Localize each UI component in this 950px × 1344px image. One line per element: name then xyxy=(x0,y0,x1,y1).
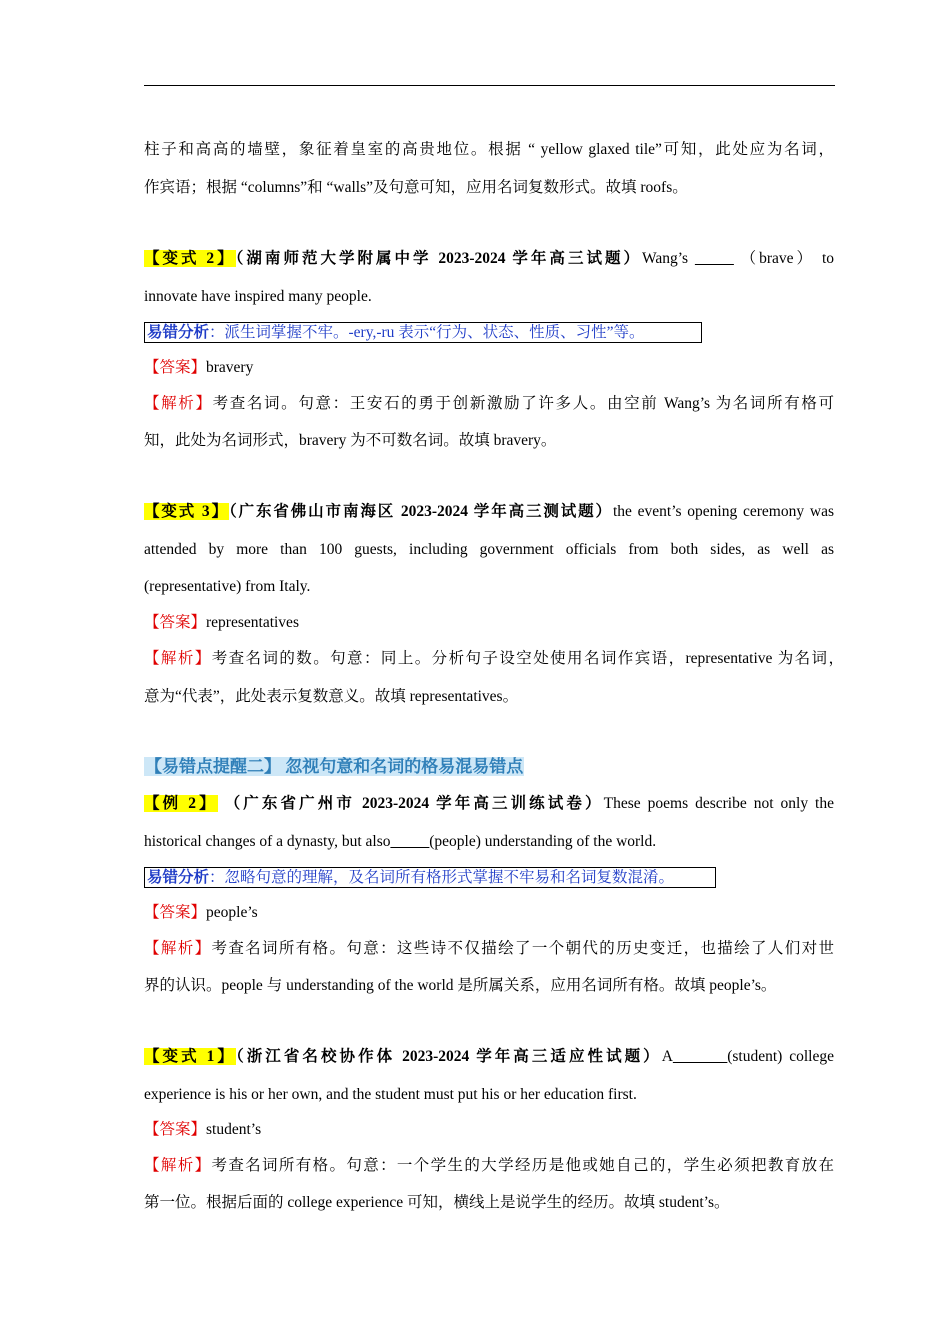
question-text: A xyxy=(661,1048,673,1065)
error-analysis-text: ：派生词掌握不牢。-ery,-ru 表示“行为、状态、性质、习性”等。 xyxy=(209,324,645,341)
question-text: These poems describe not only the xyxy=(603,795,834,812)
question-line xyxy=(144,794,834,814)
answer-label: 【答案】 xyxy=(144,614,207,631)
explanation-line: 知，此处为名词形式，bravery 为不可数名词。故填 bravery。 xyxy=(144,432,557,449)
explanation-text: 考查名词所有格。句意：这些诗不仅描绘了一个朝代的历史变迁，也描绘了人们对世 xyxy=(211,940,834,957)
explanation-label: 【解析】 xyxy=(144,940,212,957)
explanation-line: 第一位。根据后面的 college experience 可知，横线上是说学生的经历。故填 student’s。 xyxy=(144,1194,730,1211)
section-heading xyxy=(144,757,524,778)
explanation-line xyxy=(144,394,834,414)
question-line xyxy=(144,502,834,522)
explanation-label: 【解析】 xyxy=(144,395,213,412)
answer-blank: _______ xyxy=(672,1048,728,1065)
section-title: 【易错点提醒二】 忽视句意和名词的格易混易错点 xyxy=(145,757,524,776)
answer-value: student’s xyxy=(206,1121,262,1138)
question-source: （浙江省名校协作体 2023-2024 学年高三适应性试题） xyxy=(235,1048,662,1065)
question-tag: 【例 2】 xyxy=(144,795,218,812)
explanation-line xyxy=(144,939,834,959)
error-analysis-label: 易错分析 xyxy=(147,869,210,886)
error-analysis-box xyxy=(144,867,716,888)
error-analysis-box xyxy=(144,322,702,343)
answer-blank: _____ xyxy=(390,833,430,850)
question-tag: 【变式 1】 xyxy=(144,1048,236,1065)
explanation-line: 界的认识。people 与 understanding of the world 是所属关系，应用名词所有格。故填 people’s。 xyxy=(144,977,777,994)
error-analysis-text: ：忽略句意的理解，及名词所有格形式掌握不牢易和名词复数混淆。 xyxy=(209,869,675,886)
answer-label: 【答案】 xyxy=(144,1121,207,1138)
answer-line xyxy=(144,358,253,378)
answer-line xyxy=(144,1120,261,1140)
question-tag: 【变式 2】 xyxy=(144,250,236,267)
explanation-text: 考查名词所有格。句意：一个学生的大学经历是他或她自己的，学生必须把教育放在 xyxy=(211,1157,834,1174)
question-text: （brave） to xyxy=(733,250,834,267)
explanation-line: 意为“代表”，此处表示复数意义。故填 representatives。 xyxy=(144,688,519,705)
question-text: the event’s opening ceremony was xyxy=(612,503,834,520)
question-text: Wang’s xyxy=(641,250,695,267)
question-line: experience is his or her own, and the student must put his or her education first. xyxy=(144,1086,637,1103)
answer-label: 【答案】 xyxy=(144,904,207,921)
question-line: innovate have inspired many people. xyxy=(144,288,372,305)
question-line xyxy=(144,249,834,269)
question-line xyxy=(144,832,656,852)
answer-value: people’s xyxy=(206,904,258,921)
question-line: (representative) from Italy. xyxy=(144,578,311,595)
answer-line xyxy=(144,903,258,923)
answer-value: bravery xyxy=(206,359,254,376)
explanation-line xyxy=(144,1156,834,1176)
question-text: historical changes of a dynasty, but also xyxy=(144,833,391,850)
answer-label: 【答案】 xyxy=(144,359,207,376)
explanation-label: 【解析】 xyxy=(144,1157,212,1174)
explanation-line xyxy=(144,649,844,669)
explanation-text: 考查名词的数。句意：同上。分析句子设空处使用名词作宾语，representative 为名词， xyxy=(211,650,844,667)
question-line xyxy=(144,1047,834,1067)
header-rule xyxy=(144,85,835,86)
answer-line xyxy=(144,613,299,633)
answer-blank: _____ xyxy=(694,250,734,267)
error-analysis-label: 易错分析 xyxy=(147,324,210,341)
answer-value: representatives xyxy=(206,614,299,631)
question-source: （广东省佛山市南海区 2023-2024 学年高三测试题） xyxy=(228,503,613,520)
explanation-text: 考查名词。句意：王安石的勇于创新激励了许多人。由空前 Wang’s 为名词所有格可 xyxy=(212,395,834,412)
question-source: （湖南师范大学附属中学 2023-2024 学年高三试题） xyxy=(235,250,642,267)
question-text: (people) understanding of the world. xyxy=(429,833,657,850)
question-line: attended by more than 100 guests, including government officials from both sides, as well as xyxy=(144,541,834,558)
question-text: (student) college xyxy=(727,1048,834,1065)
question-tag: 【变式 3】 xyxy=(144,503,229,520)
paragraph-line: 作宾语；根据 “columns”和 “walls”及句意可知，应用名词复数形式。故填 roofs。 xyxy=(144,179,688,196)
explanation-label: 【解析】 xyxy=(144,650,212,667)
question-source: （广东省广州市 2023-2024 学年高三训练试卷） xyxy=(217,795,604,812)
paragraph-line: 柱子和高高的墙壁，象征着皇室的高贵地位。根据 “ yellow glaxed tile”可知，此处应为名词， xyxy=(144,141,834,158)
